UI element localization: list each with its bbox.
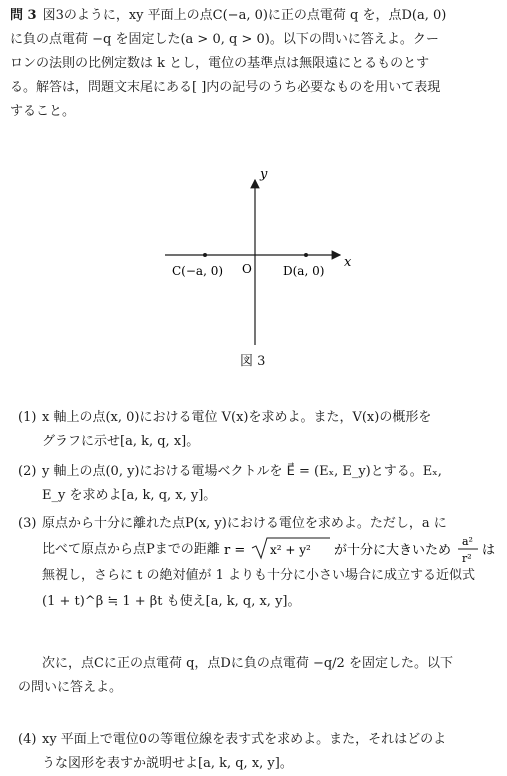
q1-number: (1): [18, 410, 37, 425]
point-c-label: C(−a, 0): [172, 264, 224, 278]
q2-line-2: E_y を求めよ[a, k, q, x, y]。: [42, 488, 217, 503]
q3-line-3: 無視し，さらに t の絶対値が 1 よりも十分に小さい場合に成立する近似式: [42, 568, 476, 583]
formula-r-equals: r =: [224, 543, 246, 558]
intro-line-2: に負の点電荷 −q を固定した(a > 0, q > 0)。以下の問いに答えよ。クー: [10, 32, 439, 47]
intro-line-3: ロンの法則の比例定数は k とし，電位の基準点は無限遠にとるものとす: [10, 56, 430, 71]
q1-line-1: (1) x 軸上の点(x, 0)における電位 V(x)を求めよ。また，V(x)の概形を: [18, 410, 432, 425]
intro-line-4: る。解答は，問題文末尾にある[ ]内の記号のうち必要なものを用いて表現: [10, 80, 441, 95]
intro-line-5: すること。: [10, 104, 76, 119]
figure-3-diagram: [0, 160, 507, 380]
q2-line-1: (2) y 軸上の点(0, y)における電場ベクトルを E⃗ = (Eₓ, E_y)とする。Eₓ,: [18, 464, 442, 479]
q3-line-2: 比べて原点から点Pまでの距離: [42, 542, 220, 557]
intro-line-1: 問 3 図3のように，xy 平面上の点C(−a, 0)に正の点電荷 q を，点D(a, 0): [10, 8, 447, 23]
q4-line-2: うな図形を表すか説明せよ[a, k, q, x, y]。: [42, 756, 293, 771]
q4-line-1: (4) xy 平面上で電位0の等電位線を表す式を求めよ。また，それはどのよ: [18, 732, 447, 747]
q2-number: (2): [18, 464, 37, 479]
q4-number: (4): [18, 732, 37, 747]
formula-tail: は: [482, 543, 496, 558]
x-axis-label: x: [344, 255, 352, 270]
q1-line-2: グラフに示せ[a, k, q, x]。: [42, 434, 200, 449]
y-axis-label: y: [260, 167, 268, 182]
sqrt-radicand: x² + y²: [270, 543, 311, 557]
fraction-numerator: a²: [462, 535, 473, 548]
q3-line-4: (1 + t)^β ≒ 1 + βt も使え[a, k, q, x, y]。: [42, 594, 301, 609]
q3-distance-formula: [222, 530, 502, 570]
next-line-2: の問いに答えよ。: [18, 680, 123, 695]
q3-line-1: (3) 原点から十分に離れた点P(x, y)における電位を求めよ。ただし，a に: [18, 516, 447, 531]
point-d-label: D(a, 0): [283, 264, 325, 278]
figure-caption: 図 3: [240, 354, 266, 369]
origin-label: O: [242, 262, 252, 276]
fraction-denominator: r²: [462, 552, 472, 565]
point-c-dot: [203, 253, 207, 257]
q3-number: (3): [18, 516, 37, 531]
problem-number: 問 3: [10, 8, 37, 23]
formula-middle-text: が十分に大きいため: [334, 543, 452, 558]
point-d-dot: [304, 253, 308, 257]
next-line-1: 次に，点Cに正の点電荷 q，点Dに負の点電荷 −q/2 を固定した。以下: [42, 656, 453, 671]
